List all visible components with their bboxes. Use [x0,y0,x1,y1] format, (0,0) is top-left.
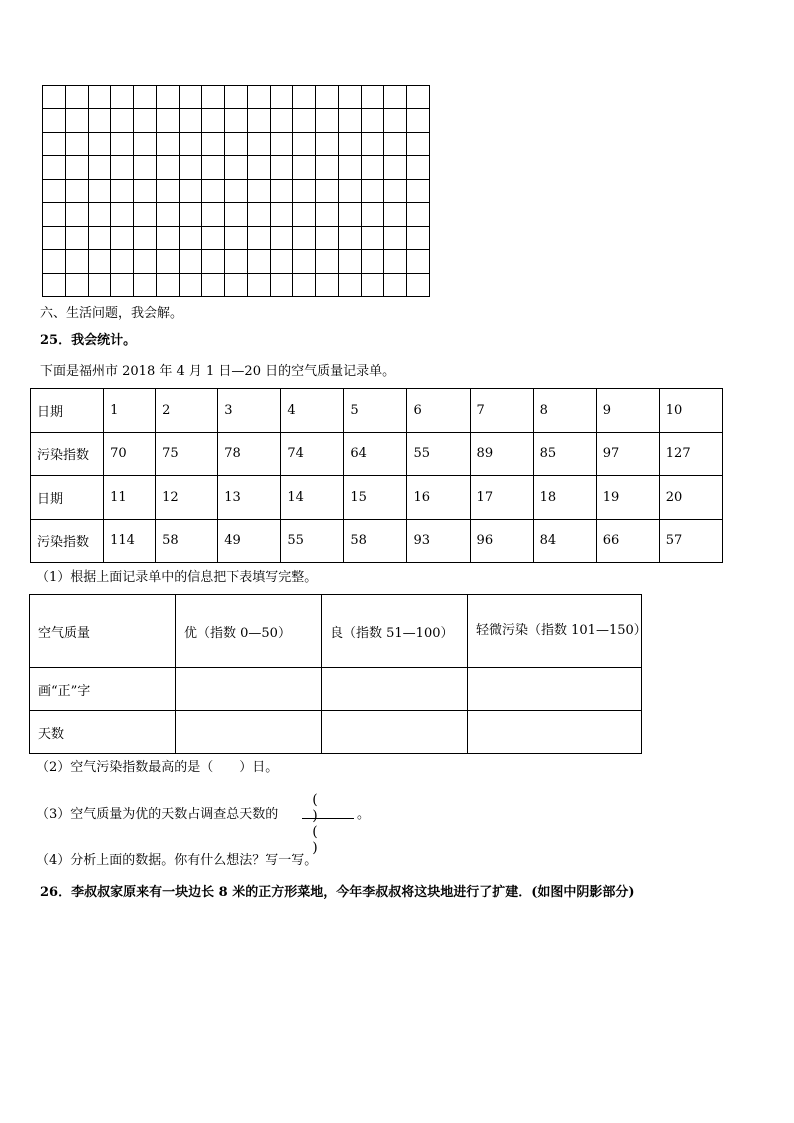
grid-square [316,179,339,202]
record-cell: 2 [156,389,218,433]
record-cell: 7 [470,389,533,433]
grid-square [407,132,430,155]
grid-square [88,250,111,273]
grid-square [88,109,111,132]
section-heading: 六、生活问题，我会解。 [40,306,184,321]
grid-square [88,203,111,226]
grid-square [134,179,157,202]
grid-square [65,156,88,179]
fill-table-row-tally [30,668,642,711]
grid-square [338,203,361,226]
grid-square [111,250,134,273]
record-cell: 20 [659,476,722,520]
grid-square [293,250,316,273]
grid-square [407,86,430,109]
fill-cell-tally-excellent[interactable] [176,668,322,711]
record-cell: 17 [470,476,533,520]
grid-square [316,226,339,249]
sub-question-3-end: 。 [357,807,371,822]
grid-square [156,273,179,297]
grid-square [407,273,430,297]
grid-square [88,132,111,155]
grid-square [134,156,157,179]
grid-square [88,156,111,179]
record-row [31,476,723,520]
record-cell: 49 [218,519,281,563]
record-cell: 8 [533,389,596,433]
record-cell: 57 [659,519,722,563]
grid-square [270,226,293,249]
grid-square [179,273,202,297]
grid-square [247,250,270,273]
grid-square [407,179,430,202]
record-cell: 19 [596,476,659,520]
grid-square [43,132,66,155]
grid-square [316,109,339,132]
grid-row [43,109,430,132]
grid-square [316,250,339,273]
sub-question-2: （2）空气污染指数最高的是（ ）日。 [36,760,279,775]
record-cell: 85 [533,432,596,476]
record-row-label: 日期 [31,389,104,433]
grid-square [316,203,339,226]
grid-square [134,203,157,226]
grid-square [361,179,384,202]
grid-square [293,156,316,179]
record-cell: 18 [533,476,596,520]
record-row [31,389,723,433]
grid-square [270,203,293,226]
fill-header-quality: 空气质量 [30,595,176,668]
grid-row [43,179,430,202]
grid-square [43,250,66,273]
grid-square [43,179,66,202]
grid-square [111,179,134,202]
grid-square [202,156,225,179]
air-quality-record-table [30,388,723,563]
fill-row-label-days: 天数 [30,711,176,754]
grid-square [407,109,430,132]
grid-square [111,226,134,249]
grid-square [293,203,316,226]
grid-square [111,86,134,109]
grid-square [65,179,88,202]
record-cell: 5 [344,389,407,433]
grid-square [65,273,88,297]
grid-square [134,273,157,297]
record-cell: 9 [596,389,659,433]
grid-square [270,132,293,155]
record-cell: 15 [344,476,407,520]
grid-square [247,156,270,179]
grid-square [316,132,339,155]
grid-square [384,250,407,273]
fill-header-excellent: 优（指数 0—50） [176,595,322,668]
grid-square [202,86,225,109]
grid-square [338,250,361,273]
grid-square [225,86,248,109]
grid-square [270,109,293,132]
grid-square [338,226,361,249]
grid-square [270,179,293,202]
record-cell: 66 [596,519,659,563]
grid-square [111,132,134,155]
grid-square [65,109,88,132]
record-cell: 1 [104,389,156,433]
grid-square [134,109,157,132]
grid-square [338,132,361,155]
grid-square [202,132,225,155]
fill-table-row-days [30,711,642,754]
grid-square [111,156,134,179]
grid-square [179,109,202,132]
grid-square [202,250,225,273]
grid-square [134,250,157,273]
grid-square [179,226,202,249]
record-cell: 58 [344,519,407,563]
grid-square [179,156,202,179]
grid-square [247,226,270,249]
grid-square [156,250,179,273]
record-cell: 70 [104,432,156,476]
grid-square [111,109,134,132]
grid-row [43,132,430,155]
record-row-label: 污染指数 [31,432,104,476]
grid-square [247,132,270,155]
sub-question-4: （4）分析上面的数据。你有什么想法？写一写。 [36,853,318,868]
record-cell: 114 [104,519,156,563]
grid-square [202,226,225,249]
fraction-denominator: ( ) [312,824,344,856]
grid-square [338,109,361,132]
grid-square [270,250,293,273]
grid-square [293,226,316,249]
grid-square [407,156,430,179]
sub-question-3: （3）空气质量为优的天数占调查总天数的 [36,807,279,822]
record-cell: 3 [218,389,281,433]
grid-square [179,86,202,109]
grid-square [338,179,361,202]
record-cell: 64 [344,432,407,476]
grid-square [293,132,316,155]
fill-header-light-pollution: 轻微污染（指数 101—150） [468,595,642,668]
record-cell: 16 [407,476,470,520]
record-cell: 13 [218,476,281,520]
record-cell: 89 [470,432,533,476]
record-cell: 75 [156,432,218,476]
grid-square [384,226,407,249]
fill-cell-days-good[interactable] [322,711,468,754]
grid-square [225,250,248,273]
grid-square [179,132,202,155]
record-cell: 14 [281,476,344,520]
question-25-intro: 下面是福州市 2018 年 4 月 1 日—20 日的空气质量记录单。 [40,364,396,379]
grid-square [384,156,407,179]
fraction-numerator: ( ) [312,792,344,824]
sub-question-1: （1）根据上面记录单中的信息把下表填写完整。 [36,570,318,585]
grid-square [225,132,248,155]
record-cell: 10 [659,389,722,433]
grid-square [225,109,248,132]
grid-square [156,86,179,109]
record-row [31,519,723,563]
grid-square [247,109,270,132]
grid-square [156,132,179,155]
grid-square [43,203,66,226]
grid-square [156,179,179,202]
grid-square [293,179,316,202]
grid-square [202,109,225,132]
record-cell: 55 [407,432,470,476]
grid-square [293,109,316,132]
grid-square [225,156,248,179]
grid-square [202,203,225,226]
fill-cell-tally-light[interactable] [468,668,642,711]
question-25-title: 25．我会统计。 [40,333,137,348]
grid-square [361,86,384,109]
answer-fraction-blank[interactable] [302,790,354,856]
grid-square [43,273,66,297]
grid-square [384,179,407,202]
grid-square [202,273,225,297]
record-row-label: 日期 [31,476,104,520]
record-cell: 74 [281,432,344,476]
record-row-label: 污染指数 [31,519,104,563]
grid-square [338,156,361,179]
grid-square [338,86,361,109]
grid-row [43,273,430,297]
grid-square [88,226,111,249]
record-cell: 6 [407,389,470,433]
grid-square [247,273,270,297]
record-cell: 12 [156,476,218,520]
square-grid [42,85,430,297]
fraction-bar [302,818,354,819]
grid-square [65,203,88,226]
grid-square [270,86,293,109]
grid-square [111,203,134,226]
grid-square [407,226,430,249]
grid-square [65,250,88,273]
grid-square [179,203,202,226]
grid-square [247,86,270,109]
grid-square [156,203,179,226]
record-cell: 11 [104,476,156,520]
record-cell: 93 [407,519,470,563]
grid-square [407,203,430,226]
grid-square [65,226,88,249]
grid-square [361,273,384,297]
grid-square [202,179,225,202]
grid-square [247,203,270,226]
grid-square [179,179,202,202]
grid-square [134,226,157,249]
record-cell: 58 [156,519,218,563]
grid-square [384,203,407,226]
grid-square [270,273,293,297]
grid-square [111,273,134,297]
grid-square [43,156,66,179]
air-quality-fill-table [29,594,647,754]
fill-table-header-row [30,595,642,668]
record-row [31,432,723,476]
grid-square [225,273,248,297]
fill-cell-days-light[interactable] [468,711,642,754]
fill-header-good: 良（指数 51—100） [322,595,468,668]
grid-square [338,273,361,297]
grid-square [88,179,111,202]
grid-square [384,132,407,155]
grid-square [270,156,293,179]
grid-square [384,86,407,109]
grid-row [43,226,430,249]
fill-cell-tally-good[interactable] [322,668,468,711]
record-cell: 97 [596,432,659,476]
grid-square [293,273,316,297]
grid-square [361,156,384,179]
grid-square [134,86,157,109]
grid-square [88,86,111,109]
record-cell: 84 [533,519,596,563]
record-cell: 78 [218,432,281,476]
grid-square [65,86,88,109]
grid-square [384,109,407,132]
grid-square [65,132,88,155]
grid-square [225,226,248,249]
grid-row [43,86,430,109]
grid-square [247,179,270,202]
grid-square [43,109,66,132]
grid-square [361,109,384,132]
grid-square [316,273,339,297]
grid-square [361,203,384,226]
record-cell: 55 [281,519,344,563]
grid-row [43,250,430,273]
record-cell: 127 [659,432,722,476]
grid-square [293,86,316,109]
grid-square [88,273,111,297]
grid-square [407,250,430,273]
grid-square [384,273,407,297]
grid-square [316,86,339,109]
grid-square [361,250,384,273]
grid-square [361,132,384,155]
grid-square [179,250,202,273]
grid-square [316,156,339,179]
grid-square [156,226,179,249]
grid-square [156,109,179,132]
grid-square [225,179,248,202]
grid-square [156,156,179,179]
grid-square [361,226,384,249]
question-26-text: 26．李叔叔家原来有一块边长 8 米的正方形菜地，今年李叔叔将这块地进行了扩建．(如图中阴影部分) [40,885,635,900]
fill-row-label-tally: 画“正”字 [30,668,176,711]
grid-square [225,203,248,226]
grid-row [43,156,430,179]
grid-square [43,86,66,109]
grid-square [134,132,157,155]
grid-square [43,226,66,249]
grid-row [43,203,430,226]
record-cell: 96 [470,519,533,563]
fill-cell-days-excellent[interactable] [176,711,322,754]
record-cell: 4 [281,389,344,433]
